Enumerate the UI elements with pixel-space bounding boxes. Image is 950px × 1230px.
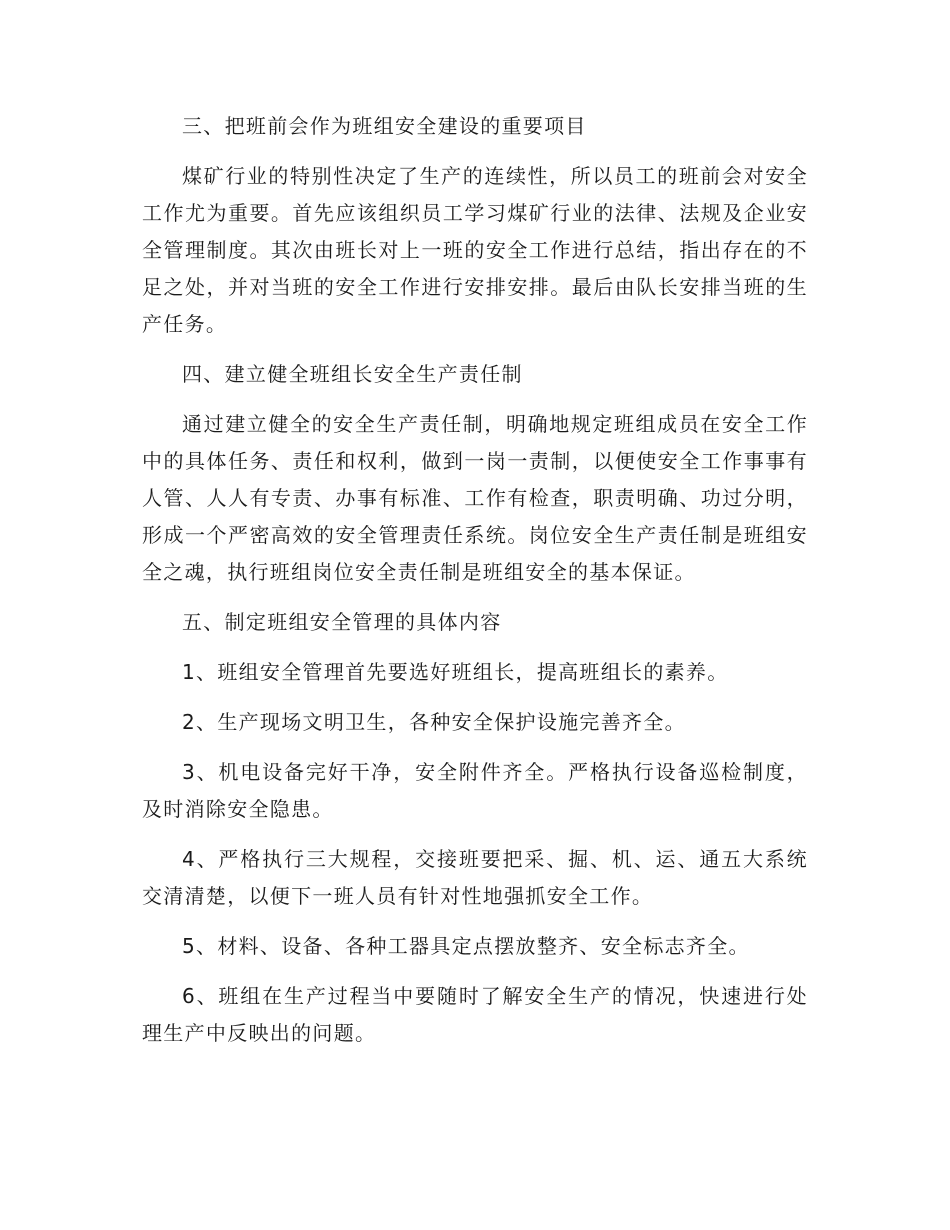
section-heading: 四、建立健全班组长安全生产责任制 (182, 362, 523, 386)
document-body (142, 108, 808, 1065)
section-heading: 三、把班前会作为班组安全建设的重要项目 (182, 114, 587, 138)
list-item: 6、班组在生产过程当中要随时了解安全生产的情况，快速进行处理生产中反映出的问题。 (142, 984, 808, 1045)
paragraph: 通过建立健全的安全生产责任制，明确地规定班组成员在安全工作中的具体任务、责任和权利，做到一岗一责制，以便使安全工作事事有人管、人人有专责、办事有标准、工作有检查，职责明确、功过分明，形成一个严密高效的安全管理责任系统。岗位安全生产责任制是班组安全之魂，执行班组岗位安全责任制是班组安全的基本保证。 (142, 412, 808, 584)
list-item: 3、机电设备完好干净，安全附件齐全。严格执行设备巡检制度，及时消除安全隐患。 (142, 760, 808, 821)
list-item: 2、生产现场文明卫生，各种安全保护设施完善齐全。 (182, 710, 686, 734)
list-item: 1、班组安全管理首先要选好班组长，提高班组长的素养。 (182, 660, 729, 684)
section-heading: 五、制定班组安全管理的具体内容 (182, 610, 502, 634)
list-item: 4、严格执行三大规程，交接班要把采、掘、机、运、通五大系统交清清楚，以便下一班人员有针对性地强抓安全工作。 (142, 847, 808, 908)
paragraph: 煤矿行业的特别性决定了生产的连续性，所以员工的班前会对安全工作尤为重要。首先应该组织员工学习煤矿行业的法律、法规及企业安全管理制度。其次由班长对上一班的安全工作进行总结，指出存在的不足之处，并对当班的安全工作进行安排安排。最后由队长安排当班的生产任务。 (142, 164, 808, 336)
list-item: 5、材料、设备、各种工器具定点摆放整齐、安全标志齐全。 (182, 934, 750, 958)
